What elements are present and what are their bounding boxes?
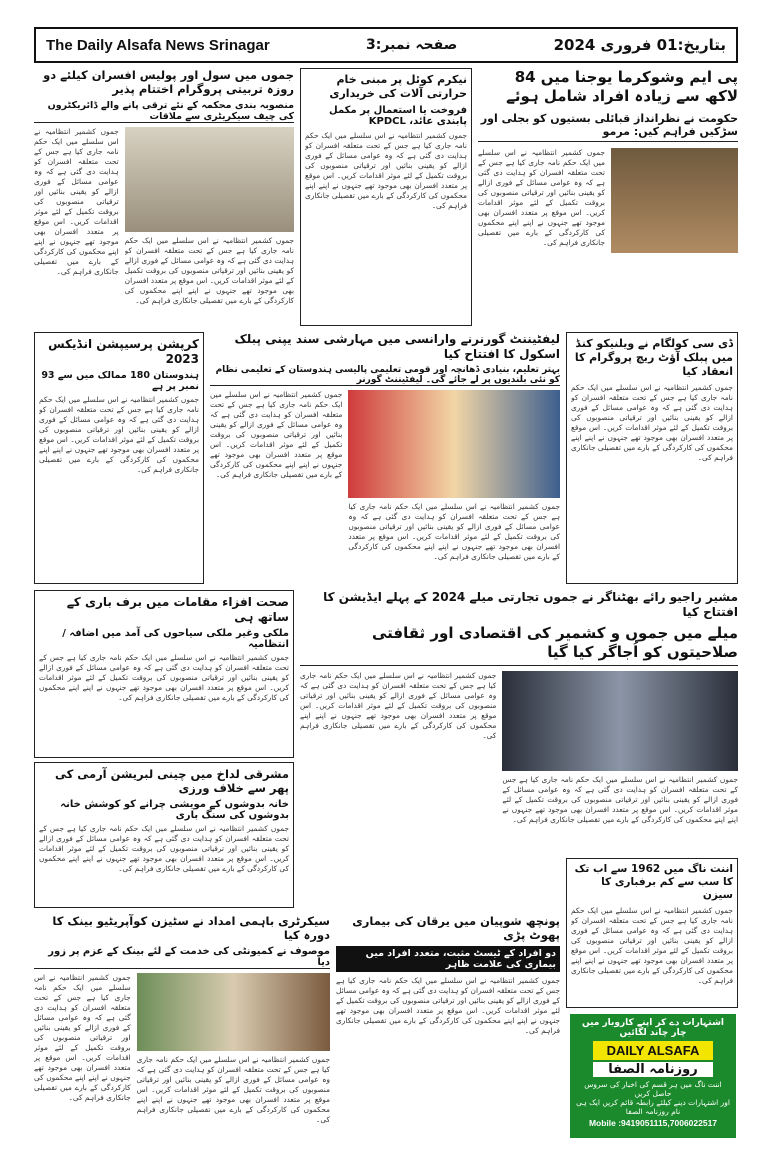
fair-body-1: جموں کشمیر انتظامیہ نے اس سلسلے میں ایک حکم نامہ جاری کیا ہے جس کے تحت متعلقہ افسران کو ہدایت دی گئی ہے کہ وہ عوامی مسائل کے فوری ازالے کو یقینی بنائیں اور ترقیاتی منصوبوں کی بروقت تکمیل کے لئے موثر اقدامات کریں۔ اس موقع پر متعدد افسران بھی موجود تھے جنہوں نے اپنے اپنے محکموں کی کارکردگی کے بارے میں تفصیلی جانکاری فراہم کی۔ (502, 774, 738, 824)
corruption-subhead: ہندوستان 180 ممالک میں سے 93 نمبر پر ہے (41, 370, 199, 392)
lg-school-story (210, 332, 560, 584)
kpdcl-headline: نیکرم کوئل پر مبنی خام حرارتی آلات کی خریداری (329, 73, 467, 100)
disease-body: جموں کشمیر انتظامیہ نے اس سلسلے میں ایک حکم نامہ جاری کیا ہے جس کے تحت متعلقہ افسران کو ہدایت دی گئی ہے کہ وہ عوامی مسائل کے فوری ازالے کو یقینی بنائیں اور ترقیاتی منصوبوں کی بروقت تکمیل کے لئے موثر اقدامات کریں۔ اس موقع پر متعدد افسران بھی موجود تھے جنہوں نے اپنے اپنے محکموں کی کارکردگی کے بارے میں تفصیلی جانکاری فراہم کی۔ (336, 975, 560, 1035)
ad-tagline: اشتہارات دے کر اپنے کاروبار میں چار چاند لگائیں (581, 1018, 725, 1038)
kpdcl-story (300, 68, 472, 326)
masthead (34, 27, 738, 63)
ad-line-1: اننت ناگ میں ہر قسم کی اخبار کی سروس حاصل کریں (584, 1080, 722, 1098)
lg-photo (348, 390, 560, 498)
tourism-subhead: ملکی وغیر ملکی سیاحوں کی آمد میں اضافہ / انتظامیہ (62, 628, 289, 650)
tourism-headline: صحت افزاء مقامات میں برف باری کے ساتھ ہی (66, 595, 289, 624)
ad-urdu-brand: روزنامہ الصفا (593, 1062, 713, 1077)
snow-story (566, 858, 738, 1008)
fair-headline: میلے میں جموں و کشمیر کی اقتصادی اور ثقافتی صلاحیتوں کو اُجاگر کیا گیا (300, 624, 738, 666)
pm-subhead: حکومت نے نظرانداز قبائلی بستیوں کو بجلی اور سڑکیں فراہم کیں: مرمو (478, 112, 738, 142)
disease-subhead: دو افراد کے ٹیسٹ مثبت، متعدد افراد میں بیماری کی علامت ظاہر (336, 946, 560, 972)
secretary-story (34, 914, 330, 1140)
director-subhead: منصوبہ بندی محکمہ کے نئے ترقی پانے والے ڈائریکٹروں کی چیف سیکریٹری سے ملاقات (34, 100, 294, 123)
ad-brand: DAILY ALSAFA (593, 1041, 713, 1060)
dc-headline: ڈی سی کولگام نے ویلنیکو کنڈ میں پبلک آؤٹ ریچ پروگرام کا انعقاد کیا (574, 337, 733, 378)
dc-body: جموں کشمیر انتظامیہ نے اس سلسلے میں ایک حکم نامہ جاری کیا ہے جس کے تحت متعلقہ افسران کو ہدایت دی گئی ہے کہ وہ عوامی مسائل کے فوری ازالے کو یقینی بنائیں اور ترقیاتی منصوبوں کی بروقت تکمیل کے لئے موثر اقدامات کریں۔ اس موقع پر متعدد افسران بھی موجود تھے جنہوں نے اپنے اپنے محکموں کی کارکردگی کے بارے میں تفصیلی جانکاری فراہم کی۔ (571, 383, 733, 463)
director-body-1: جموں کشمیر انتظامیہ نے اس سلسلے میں ایک حکم نامہ جاری کیا ہے جس کے تحت متعلقہ افسران کو ہدایت دی گئی ہے کہ وہ عوامی مسائل کے فوری ازالے کو یقینی بنائیں اور ترقیاتی منصوبوں کی بروقت تکمیل کے لئے موثر اقدامات کریں۔ اس موقع پر متعدد افسران بھی موجود تھے جنہوں نے اپنے اپنے محکموں کی کارکردگی کے بارے میں تفصیلی جانکاری فراہم کی۔ (124, 235, 294, 305)
pm-body: جموں کشمیر انتظامیہ نے اس سلسلے میں ایک حکم نامہ جاری کیا ہے جس کے تحت متعلقہ افسران کو ہدایت دی گئی ہے کہ وہ عوامی مسائل کے فوری ازالے کو یقینی بنائیں اور ترقیاتی منصوبوں کی بروقت تکمیل کے لئے موثر اقدامات کریں۔ اس موقع پر متعدد افسران بھی موجود تھے جنہوں نے اپنے اپنے محکموں کی کارکردگی کے بارے میں تفصیلی جانکاری فراہم کی۔ (478, 147, 605, 247)
lg-body-1: جموں کشمیر انتظامیہ نے اس سلسلے میں ایک حکم نامہ جاری کیا ہے جس کے تحت متعلقہ افسران کو ہدایت دی گئی ہے کہ وہ عوامی مسائل کے فوری ازالے کو یقینی بنائیں اور ترقیاتی منصوبوں کی بروقت تکمیل کے لئے موثر اقدامات کریں۔ اس موقع پر متعدد افسران بھی موجود تھے جنہوں نے اپنے اپنے محکموں کی کارکردگی کے بارے میں تفصیلی جانکاری فراہم کی۔ (348, 502, 560, 561)
president-photo (611, 148, 738, 253)
ladakh-body: جموں کشمیر انتظامیہ نے اس سلسلے میں ایک حکم نامہ جاری کیا ہے جس کے تحت متعلقہ افسران کو ہدایت دی گئی ہے کہ وہ عوامی مسائل کے فوری ازالے کو یقینی بنائیں اور ترقیاتی منصوبوں کی بروقت تکمیل کے لئے موثر اقدامات کریں۔ اس موقع پر متعدد افسران بھی موجود تھے جنہوں نے اپنے اپنے محکموں کی کارکردگی کے بارے میں تفصیلی جانکاری فراہم کی۔ (39, 823, 289, 873)
fair-kicker: مشیر راجیو رائے بھٹناگر نے جموں تجارتی میلے 2024 کے پہلے ایڈیشن کا افتتاح کیا (323, 590, 738, 619)
official-photo (125, 127, 294, 232)
corruption-headline: کرپشن پرسیپشن انڈیکس 2023 (48, 337, 199, 366)
ladakh-headline: مشرقی لداخ میں چینی لبریشن آرمی کی پھر سے خلاف ورزی (54, 767, 289, 796)
secretary-body-2: جموں کشمیر انتظامیہ نے اس سلسلے میں ایک حکم نامہ جاری کیا ہے جس کے تحت متعلقہ افسران کو ہدایت دی گئی ہے کہ وہ عوامی مسائل کے فوری ازالے کو یقینی بنائیں اور ترقیاتی منصوبوں کی بروقت تکمیل کے لئے موثر اقدامات کریں۔ اس موقع پر متعدد افسران بھی موجود تھے جنہوں نے اپنے اپنے محکموں کی کارکردگی کے بارے میں تفصیلی جانکاری فراہم کی۔ (34, 972, 131, 1102)
tourism-body: جموں کشمیر انتظامیہ نے اس سلسلے میں ایک حکم نامہ جاری کیا ہے جس کے تحت متعلقہ افسران کو ہدایت دی گئی ہے کہ وہ عوامی مسائل کے فوری ازالے کو یقینی بنائیں اور ترقیاتی منصوبوں کی بروقت تکمیل کے لئے موثر اقدامات کریں۔ اس موقع پر متعدد افسران بھی موجود تھے جنہوں نے اپنے اپنے محکموں کی کارکردگی کے بارے میں تفصیلی جانکاری فراہم کی۔ (39, 653, 289, 702)
fair-body-2: جموں کشمیر انتظامیہ نے اس سلسلے میں ایک حکم نامہ جاری کیا ہے جس کے تحت متعلقہ افسران کو ہدایت دی گئی ہے کہ وہ عوامی مسائل کے فوری ازالے کو یقینی بنائیں اور ترقیاتی منصوبوں کی بروقت تکمیل کے لئے موثر اقدامات کریں۔ اس موقع پر متعدد افسران بھی موجود تھے جنہوں نے اپنے اپنے محکموں کی کارکردگی کے بارے میں تفصیلی جانکاری فراہم کی۔ (300, 670, 497, 740)
disease-story (336, 914, 560, 1140)
lg-headline: لیفٹیننٹ گورنرنے وارانسی میں مہارشی سند یپنی پبلک اسکول کا افتتاح کیا (234, 332, 560, 361)
kpdcl-subhead: فروخت یا استعمال پر مکمل پابندی عائد، KPDCL (329, 104, 467, 127)
corruption-body: جموں کشمیر انتظامیہ نے اس سلسلے میں ایک حکم نامہ جاری کیا ہے جس کے تحت متعلقہ افسران کو ہدایت دی گئی ہے کہ وہ عوامی مسائل کے فوری ازالے کو یقینی بنائیں اور ترقیاتی منصوبوں کی بروقت تکمیل کے لئے موثر اقدامات کریں۔ اس موقع پر متعدد افسران بھی موجود تھے جنہوں نے اپنے اپنے محکموں کی کارکردگی کے بارے میں تفصیلی جانکاری فراہم کی۔ (39, 395, 199, 474)
lg-body-2: جموں کشمیر انتظامیہ نے اس سلسلے میں ایک حکم نامہ جاری کیا ہے جس کے تحت متعلقہ افسران کو ہدایت دی گئی ہے کہ وہ عوامی مسائل کے فوری ازالے کو یقینی بنائیں اور ترقیاتی منصوبوں کی بروقت تکمیل کے لئے موثر اقدامات کریں۔ اس موقع پر متعدد افسران بھی موجود تھے جنہوں نے اپنے اپنے محکموں کی کارکردگی کے بارے میں تفصیلی جانکاری فراہم کی۔ (210, 390, 343, 479)
snow-body: جموں کشمیر انتظامیہ نے اس سلسلے میں ایک حکم نامہ جاری کیا ہے جس کے تحت متعلقہ افسران کو ہدایت دی گئی ہے کہ وہ عوامی مسائل کے فوری ازالے کو یقینی بنائیں اور ترقیاتی منصوبوں کی بروقت تکمیل کے لئے موثر اقدامات کریں۔ اس موقع پر متعدد افسران بھی موجود تھے جنہوں نے اپنے اپنے محکموں کی کارکردگی کے بارے میں تفصیلی جانکاری فراہم کی۔ (571, 906, 733, 986)
ladakh-subhead: خانہ بدوشوں کے مویشی چرانے کو کوشش خانہ بدوشوں کی سنگ باری (60, 798, 289, 821)
issue-date: بتاریخ:01 فروری 2024 (553, 36, 726, 54)
page-number: صفحہ نمبر:3 (366, 37, 458, 53)
director-headline: جموں میں سول اور پولیس افسران کیلئے دو روزہ تربیتی پروگرام اختتام پذیر (43, 68, 294, 97)
secretary-body-1: جموں کشمیر انتظامیہ نے اس سلسلے میں ایک حکم نامہ جاری کیا ہے جس کے تحت متعلقہ افسران کو ہدایت دی گئی ہے کہ وہ عوامی مسائل کے فوری ازالے کو یقینی بنائیں اور ترقیاتی منصوبوں کی بروقت تکمیل کے لئے موثر اقدامات کریں۔ اس موقع پر متعدد افسران بھی موجود تھے جنہوں نے اپنے اپنے محکموں کی کارکردگی کے بارے میں تفصیلی جانکاری فراہم کی۔ (136, 1054, 330, 1124)
ad-phone: Mobile :9419051115,7006022517 (588, 1118, 718, 1128)
dc-story (566, 332, 738, 584)
disease-headline: پونچھ شوپیان میں یرقان کی بیماری پھوٹ پڑی (352, 914, 560, 943)
fair-photo (502, 671, 738, 771)
director-body-2: جموں کشمیر انتظامیہ نے اس سلسلے میں ایک حکم نامہ جاری کیا ہے جس کے تحت متعلقہ افسران کو ہدایت دی گئی ہے کہ وہ عوامی مسائل کے فوری ازالے کو یقینی بنائیں اور ترقیاتی منصوبوں کی بروقت تکمیل کے لئے موثر اقدامات کریں۔ اس موقع پر متعدد افسران بھی موجود تھے جنہوں نے اپنے اپنے محکموں کی کارکردگی کے بارے میں تفصیلی جانکاری فراہم کی۔ (34, 126, 119, 276)
snow-headline: اننت ناگ میں 1962 سے اب تک کا سب سے کم برفباری کا سیزن (574, 863, 733, 902)
kpdcl-body: جموں کشمیر انتظامیہ نے اس سلسلے میں ایک حکم نامہ جاری کیا ہے جس کے تحت متعلقہ افسران کو ہدایت دی گئی ہے کہ وہ عوامی مسائل کے فوری ازالے کو یقینی بنائیں اور ترقیاتی منصوبوں کی بروقت تکمیل کے لئے موثر اقدامات کریں۔ اس موقع پر متعدد افسران بھی موجود تھے جنہوں نے اپنے اپنے محکموں کی کارکردگی کے بارے میں تفصیلی جانکاری فراہم کی۔ (305, 130, 467, 210)
trade-fair-story (300, 590, 738, 900)
secretary-headline: سیکرٹری باہمی امداد نے سٹیزن کوآپریٹیو بینک کا دورہ کیا (52, 914, 330, 943)
meeting-photo (137, 973, 330, 1051)
secretary-subhead: موصوف نے کمیونٹی کی خدمت کے لئے بینک کے عزم پر زور دیا (34, 946, 330, 969)
pm-headline: پی ایم وشوکرما یوجنا میں 84 لاکھ سے زیادہ افراد شامل ہوئے (506, 68, 738, 105)
corruption-story (34, 332, 204, 584)
ad-line-2: اور اشتہارات دینے کیلئے رابطہ قائم کریں ایک ہی نام روزنامہ الصفا (576, 1098, 730, 1116)
ladakh-story (34, 762, 294, 908)
pm-story (478, 68, 738, 328)
paper-name: The Daily Alsafa News Srinagar (46, 36, 270, 54)
lg-subhead: بہتر تعلیم، بنیادی ڈھانچہ اور قومی تعلیمی پالیسی ہندوستان کے تعلیمی نظام کو نئی بلندیوں پر لے جائے گی۔ لیفٹیننٹ گورنر (210, 365, 560, 386)
tourism-story (34, 590, 294, 758)
alsafa-advert (570, 1014, 736, 1138)
director-story (34, 68, 294, 330)
